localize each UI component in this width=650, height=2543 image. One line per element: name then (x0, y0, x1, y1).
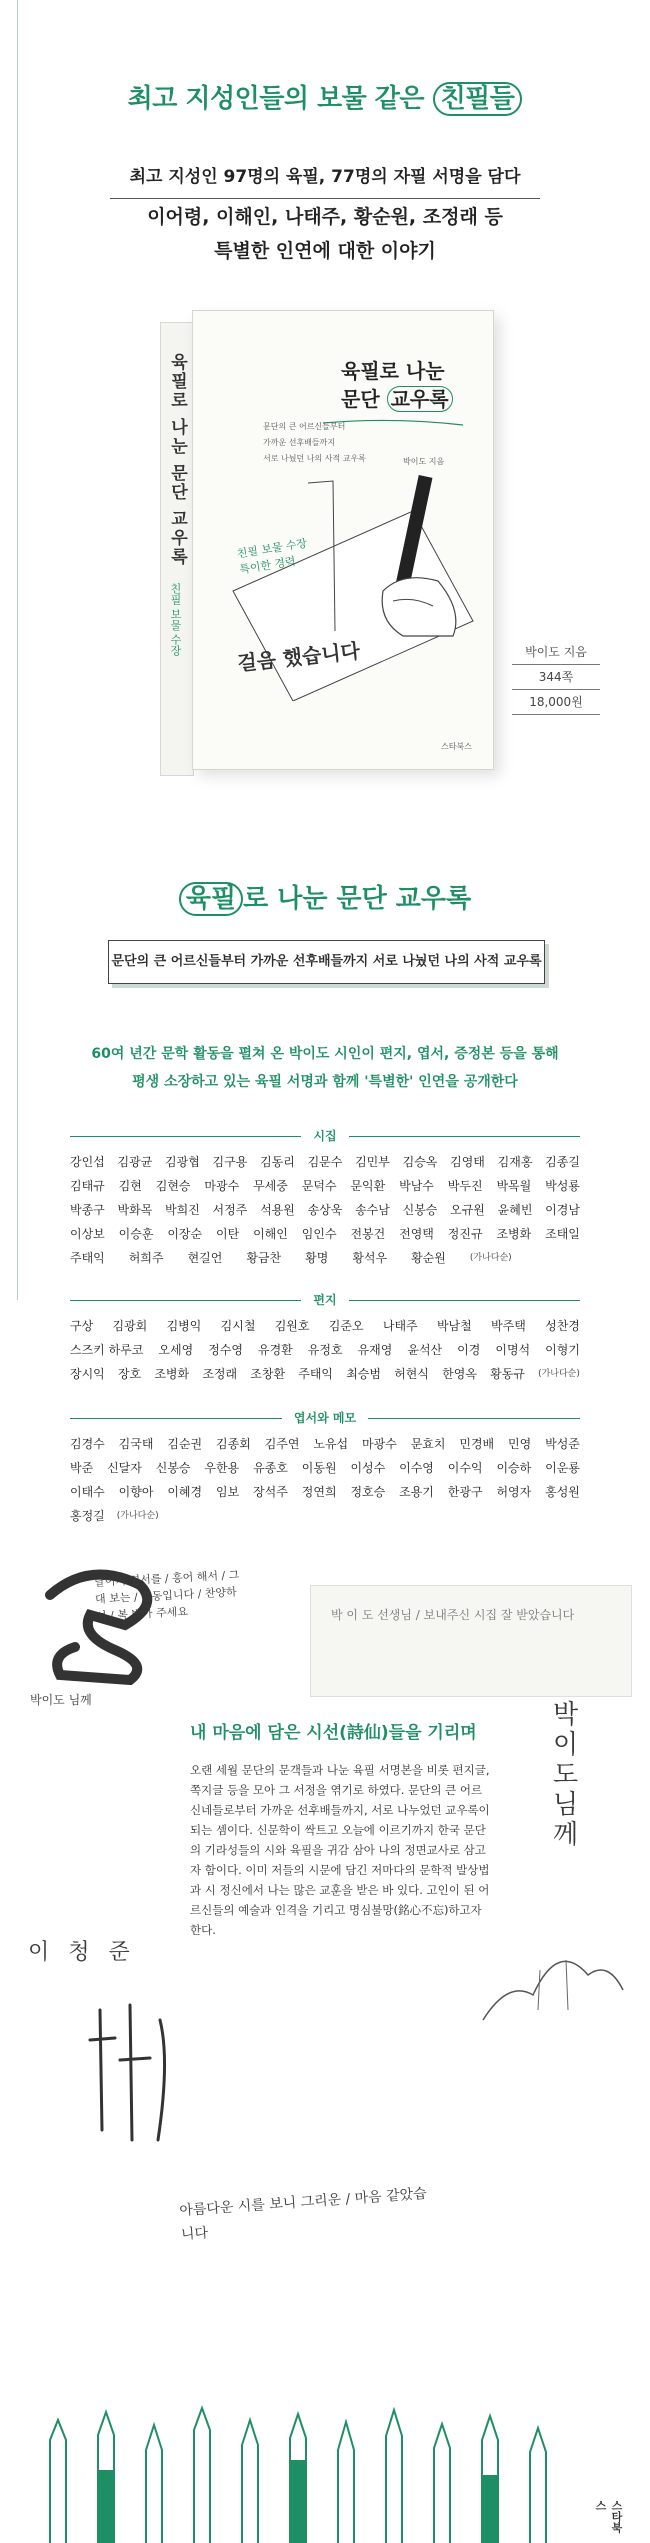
name: 김현승 (155, 1179, 191, 1193)
name: 신달자 (107, 1461, 142, 1475)
name: 조병화 (154, 1367, 190, 1381)
subtitle: 최고 지성인 97명의 육필, 77명의 자필 서명을 담다 (129, 167, 521, 187)
handwritten-note-c: 박이도 님께 (30, 1693, 92, 1707)
spec-price: 18,000원 (512, 690, 600, 715)
name: 스즈키 하루코 (70, 1343, 144, 1357)
section-title (0, 878, 650, 915)
headline-circled-word: 친필들 (433, 82, 523, 116)
sort-note: (가나다순) (538, 1369, 580, 1379)
name: 이성수 (350, 1461, 386, 1475)
cover-blurb (263, 419, 366, 467)
name-row (70, 1222, 580, 1246)
cover-title-pre: 문단 (341, 387, 387, 411)
name: 이수익 (447, 1461, 483, 1475)
handwritten-signature-right: 박이도님께 (548, 1700, 578, 1850)
name: 이승훈 (118, 1227, 154, 1241)
name: 김순권 (167, 1437, 203, 1451)
name: 김주연 (264, 1437, 300, 1451)
name: 이승하 (496, 1461, 532, 1475)
name: 이해인 (253, 1227, 288, 1241)
name: 송수남 (355, 1203, 390, 1217)
name: 허희주 (128, 1251, 164, 1265)
name: 조태일 (545, 1227, 580, 1241)
panel-names-postcards (70, 1432, 580, 1528)
cover-green-note-1: 친필 보물 수장 (236, 536, 309, 561)
spine-title: 육필로 나눈 문단 교우록 (167, 353, 187, 567)
name: 김광협 (165, 1155, 200, 1169)
cover-title-line-2 (341, 385, 453, 413)
name: 조용기 (399, 1485, 434, 1499)
name: 김종길 (545, 1155, 580, 1169)
name: 한영옥 (442, 1367, 477, 1381)
name: 성찬경 (545, 1319, 580, 1333)
cover-blurb-1: 문단의 큰 어르신들부터 (263, 422, 346, 431)
name: 마광수 (204, 1179, 240, 1193)
name: 강인섭 (70, 1155, 105, 1169)
name: 정호승 (350, 1485, 386, 1499)
name: 김구용 (212, 1155, 248, 1169)
name: 이상보 (70, 1227, 105, 1241)
name: 문익환 (350, 1179, 386, 1193)
name: 주태익 (70, 1251, 105, 1265)
pen-hand-illustration (343, 471, 483, 641)
name: 장석주 (253, 1485, 288, 1499)
cover-title-circled: 교우록 (387, 386, 453, 412)
name: 우한용 (204, 1461, 240, 1475)
name: 이동원 (301, 1461, 337, 1475)
name: 김광회 (112, 1319, 148, 1333)
name: 홍성원 (545, 1485, 580, 1499)
name: 이탄 (216, 1227, 240, 1241)
name: 윤혜빈 (497, 1203, 533, 1217)
section-title-circled: 육필 (179, 882, 243, 916)
handwritten-note-e: 아름다운 시를 보니 그리운 / 마음 같았습니다 (178, 2185, 428, 2244)
name-row (70, 1150, 580, 1174)
name: 박종구 (70, 1203, 105, 1217)
name: 황명 (305, 1251, 329, 1265)
name: 이태수 (70, 1485, 105, 1499)
name-row (70, 1456, 580, 1480)
name: 박주택 (491, 1319, 526, 1333)
name: 전봉건 (350, 1227, 386, 1241)
name: 민영 (508, 1437, 532, 1451)
name: 나태주 (382, 1319, 418, 1333)
page-headline (0, 78, 650, 115)
name-row (70, 1174, 580, 1198)
name: 황동규 (490, 1367, 525, 1381)
name: 김재홍 (497, 1155, 533, 1169)
name: 김경수 (70, 1437, 105, 1451)
book-specs (512, 640, 600, 715)
name: 이경남 (545, 1203, 580, 1217)
name: 조창환 (250, 1367, 286, 1381)
name: 이장순 (167, 1227, 203, 1241)
spine-subtitle: 친필 보물 수장 (169, 583, 182, 656)
name: 홍정길 (70, 1509, 105, 1523)
divider-top (110, 198, 540, 199)
name: 오세영 (158, 1343, 194, 1357)
name: 김승옥 (402, 1155, 438, 1169)
middle-body: 오랜 세월 문단의 문객들과 나눈 육필 서명본을 비롯 편지글, 쪽지글 등을 모아 그 서정을 엮기로 하였다. 문단의 큰 어르신네들로부터 가까운 선후배들까지, 서로 나누었던 교우록이 되는 셈이다. 신문학이 싹트고 오늘에 이르기까지 한국 문단의 기라성들의 시와 육필을 귀감 삼아 나의 정면교사로 삼고자 함이다. 이미 저들의 시문에 담긴 저마다의 문학적 발상법과 시 정신에서 나는 많은 교훈을 받은 바 있다. 고인이 된 어르신들의 예술과 인격을 기리고 명심불망(銘心不忘)하고자 한다. (190, 1763, 490, 1937)
name: 김시철 (220, 1319, 256, 1333)
name: 구상 (70, 1319, 94, 1333)
lead-line-2: 특별한 인연에 대한 이야기 (214, 240, 436, 262)
name: 정연희 (301, 1485, 337, 1499)
name: 김광균 (117, 1155, 153, 1169)
name-row (70, 1246, 580, 1270)
name-row (70, 1198, 580, 1222)
panel-names-poetry (70, 1150, 580, 1270)
name: 이명석 (495, 1343, 531, 1357)
name: 노유섭 (313, 1437, 349, 1451)
name: 황금찬 (246, 1251, 282, 1265)
book-spine (160, 322, 194, 776)
panel-names-letters (70, 1314, 580, 1386)
panel-label-poetry (0, 1127, 650, 1144)
name: 황석우 (352, 1251, 388, 1265)
name: 정진규 (447, 1227, 483, 1241)
name: 신봉승 (155, 1461, 191, 1475)
panel-label-letters (0, 1291, 650, 1308)
name: 김동리 (260, 1155, 295, 1169)
intro-text (0, 1040, 650, 1096)
mountain-sketch (478, 1920, 628, 2030)
cover-blurb-3: 서로 나눴던 나의 사적 교우록 (263, 454, 366, 463)
name: 이혜경 (167, 1485, 203, 1499)
headline-text: 최고 지성인들의 보물 같은 (127, 84, 433, 114)
name: 마광수 (362, 1437, 397, 1451)
publisher-logo: 스타북스 (594, 2500, 623, 2533)
name: 조정래 (202, 1367, 238, 1381)
name: 김민부 (355, 1155, 390, 1169)
section-title-rest: 로 나눈 문단 교우록 (243, 884, 472, 914)
name: 임보 (216, 1485, 240, 1499)
cover-publisher: 스타북스 (441, 742, 472, 751)
name: 김국태 (118, 1437, 154, 1451)
panel-label-postcards (0, 1409, 650, 1426)
name: 윤석산 (407, 1343, 443, 1357)
name: 주태익 (298, 1367, 334, 1381)
name: 박성룡 (545, 1179, 580, 1193)
name-row (70, 1362, 580, 1386)
name: 유정호 (307, 1343, 343, 1357)
name: 황순원 (411, 1251, 446, 1265)
name: 임인수 (301, 1227, 337, 1241)
name: 유종호 (253, 1461, 288, 1475)
name: 박화목 (117, 1203, 153, 1217)
name: 김현 (118, 1179, 142, 1193)
cover-title-line-1: 육필로 나눈 (341, 359, 445, 383)
panel-label-text: 편지 (301, 1293, 348, 1307)
name: 유재영 (357, 1343, 393, 1357)
section-boxed-caption: 문단의 큰 어르신들부터 가까운 선후배들까지 서로 나눴던 나의 사적 교우록 (108, 940, 545, 984)
cover-handwriting: 걸음 했습니다 (236, 638, 361, 676)
book-cover (192, 310, 494, 770)
name: 전영택 (399, 1227, 434, 1241)
name: 유경환 (257, 1343, 293, 1357)
name: 이운룡 (545, 1461, 580, 1475)
sort-note: (가나다순) (469, 1253, 512, 1263)
cover-green-note-2: 특이한 경력 (238, 554, 297, 577)
name: 김영태 (450, 1155, 485, 1169)
name: 박준 (70, 1461, 94, 1475)
name: 박남철 (436, 1319, 472, 1333)
left-guide-line (17, 0, 18, 1300)
name-row (70, 1314, 580, 1338)
name: 한광구 (447, 1485, 483, 1499)
name: 장시익 (70, 1367, 105, 1381)
name: 오규원 (450, 1203, 485, 1217)
name: 민경배 (459, 1437, 495, 1451)
name-row (70, 1480, 580, 1504)
name: 허영자 (496, 1485, 532, 1499)
name: 정수영 (208, 1343, 243, 1357)
handwritten-signature-lee: 이 청 준 (28, 1940, 136, 1965)
name: 이형기 (545, 1343, 580, 1357)
name: 이수영 (399, 1461, 434, 1475)
pens-illustration (40, 2400, 580, 2543)
lead-line-1: 이어령, 이해인, 나태주, 황순원, 조정래 등 (147, 206, 503, 228)
vertical-calligraphy (80, 2000, 190, 2150)
cover-title (341, 357, 453, 413)
name: 박두진 (447, 1179, 483, 1193)
spec-pages: 344쪽 (512, 665, 600, 690)
sort-note: (가나다순) (116, 1511, 159, 1521)
name: 김태규 (70, 1179, 105, 1193)
name-row (70, 1338, 580, 1362)
name: 박희진 (165, 1203, 200, 1217)
name: 박목월 (496, 1179, 532, 1193)
letter-paper (310, 1585, 632, 1697)
name: 석용원 (260, 1203, 295, 1217)
name: 문효치 (410, 1437, 446, 1451)
name: 허현식 (394, 1367, 429, 1381)
name: 이향아 (118, 1485, 154, 1499)
intro-line-1: 60여 년간 문학 활동을 펼쳐 온 박이도 시인이 편지, 엽서, 증정본 등을 통해 (91, 1046, 559, 1062)
cover-author: 박이도 지음 (403, 457, 445, 466)
name: 김병익 (166, 1319, 202, 1333)
middle-title: 내 마음에 담은 시선(詩仙)들을 기리며 (190, 1723, 477, 1743)
name: 김준오 (328, 1319, 364, 1333)
name: 송상욱 (307, 1203, 343, 1217)
handwritten-note-a: 날이지 엽서를 / 흥어 해서 / 그대 보는 / 감동입니다 / 찬양하셔 / 복 받아 주세요 (93, 1568, 240, 1623)
name: 서정주 (212, 1203, 248, 1217)
lead-text (0, 200, 650, 268)
name: 신봉승 (402, 1203, 438, 1217)
name: 문덕수 (301, 1179, 337, 1193)
name: 김종회 (216, 1437, 251, 1451)
name: 박남수 (399, 1179, 434, 1193)
name: 김문수 (307, 1155, 343, 1169)
spec-author: 박이도 지음 (512, 640, 600, 665)
name: 무세중 (253, 1179, 288, 1193)
name: 이경 (457, 1343, 481, 1357)
name-row (70, 1504, 580, 1528)
intro-line-2: 평생 소장하고 있는 육필 서명과 함께 '특별한' 인연을 공개한다 (132, 1074, 518, 1090)
name: 장호 (117, 1367, 142, 1381)
handwritten-note-b: 박 이 도 선생님 / 보내주신 시집 잘 받았습니다 (331, 1608, 575, 1622)
name: 박성준 (545, 1437, 580, 1451)
cover-blurb-2: 가까운 선후배들까지 (263, 438, 336, 447)
name: 김원호 (274, 1319, 310, 1333)
name: 조병화 (496, 1227, 532, 1241)
name: 최승범 (346, 1367, 381, 1381)
name-row (70, 1432, 580, 1456)
panel-label-text: 엽서와 메모 (282, 1411, 368, 1425)
name: 현길언 (187, 1251, 223, 1265)
panel-label-text: 시집 (301, 1129, 348, 1143)
